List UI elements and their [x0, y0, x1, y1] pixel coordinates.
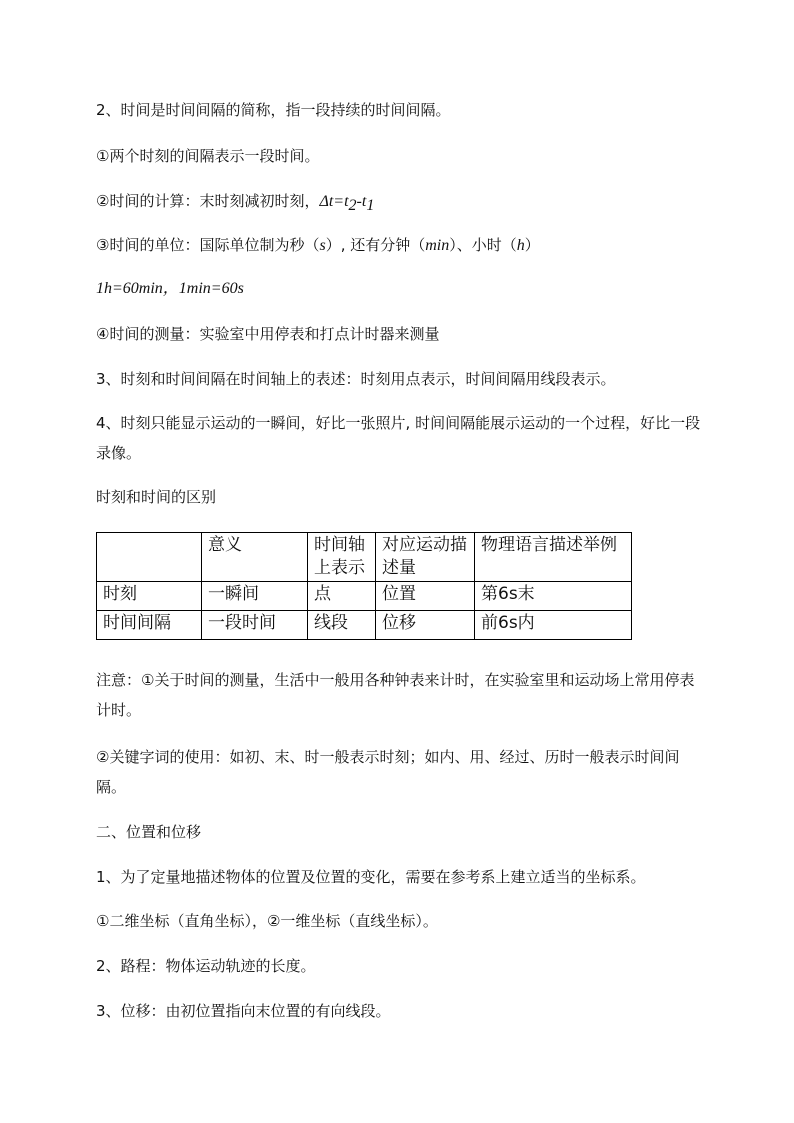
paragraph-moment-vs-interval: 4、时刻只能显示运动的一瞬间，好比一张照片, 时间间隔能展示运动的一个过程，好比一段录像。 [96, 414, 701, 462]
comparison-table [96, 532, 632, 640]
table-cell: 位置 [376, 582, 475, 611]
header-cell-quantity: 对应运动描述量 [376, 533, 475, 582]
note-measurement: 注意：①关于时间的测量，生活中一般用各种钟表来计时，在实验室里和运动场上常用停表计时。 [96, 671, 695, 719]
unit-conversion: 1h=60min，1min=60s [96, 280, 244, 297]
table-row [97, 582, 632, 611]
table-caption: 时刻和时间的区别 [96, 488, 217, 506]
table-cell: 点 [308, 582, 376, 611]
units-text-c: ）、小时（ [449, 236, 517, 254]
unit-h: h [516, 237, 525, 254]
table-row [97, 611, 632, 640]
unit-s: s [319, 237, 326, 254]
units-text-a: ③时间的单位：国际单位制为秒（ [96, 236, 320, 254]
paragraph-time-definition: 2、时间是时间间隔的简称，指一段持续的时间间隔。 [96, 101, 451, 119]
paragraph-timeline-representation: 3、时刻和时间间隔在时间轴上的表述：时刻用点表示，时间间隔用线段表示。 [96, 370, 616, 388]
paragraph-coordinate-types: ①二维坐标（直角坐标），②一维坐标（直线坐标）。 [96, 912, 438, 930]
table-cell: 时刻 [97, 582, 202, 611]
header-cell-example: 物理语言描述举例 [475, 533, 632, 582]
header-cell-timeline: 时间轴上表示 [308, 533, 376, 582]
note-keywords: ②关键字词的使用：如初、末、时一般表示时刻；如内、用、经过、历时一般表示时间间隔。 [96, 748, 680, 796]
sub-2: 2 [348, 197, 357, 214]
table-cell: 一段时间 [202, 611, 308, 640]
paragraph-time-interval-point: ①两个时刻的间隔表示一段时间。 [96, 147, 320, 165]
header-cell-empty [97, 533, 202, 582]
unit-min: min [425, 237, 450, 254]
minus-t: -t [356, 193, 367, 210]
paragraph-time-units [96, 230, 706, 261]
calc-text: ②时间的计算：末时刻减初时刻， [96, 192, 320, 210]
units-text-d: ） [524, 236, 540, 254]
header-cell-meaning: 意义 [202, 533, 308, 582]
paragraph-time-calculation [96, 186, 706, 221]
table-cell: 前6s内 [475, 611, 632, 640]
delta-t-formula: Δt=t [319, 193, 349, 210]
table-cell: 位移 [376, 611, 475, 640]
table-cell: 一瞬间 [202, 582, 308, 611]
table-header-row [97, 533, 632, 582]
sub-1: 1 [366, 197, 375, 214]
units-text-b: ）, 还有分钟（ [325, 236, 426, 254]
table-cell: 线段 [308, 611, 376, 640]
paragraph-displacement: 3、位移：由初位置指向末位置的有向线段。 [96, 1002, 391, 1020]
table-cell: 时间间隔 [97, 611, 202, 640]
paragraph-coordinate-system: 1、为了定量地描述物体的位置及位置的变化，需要在参考系上建立适当的坐标系。 [96, 868, 646, 886]
section-heading-position-displacement: 二、位置和位移 [96, 823, 202, 841]
table-cell: 第6s末 [475, 582, 632, 611]
paragraph-time-measurement: ④时间的测量：实验室中用停表和打点计时器来测量 [96, 325, 440, 343]
paragraph-path-length: 2、路程：物体运动轨迹的长度。 [96, 957, 316, 975]
